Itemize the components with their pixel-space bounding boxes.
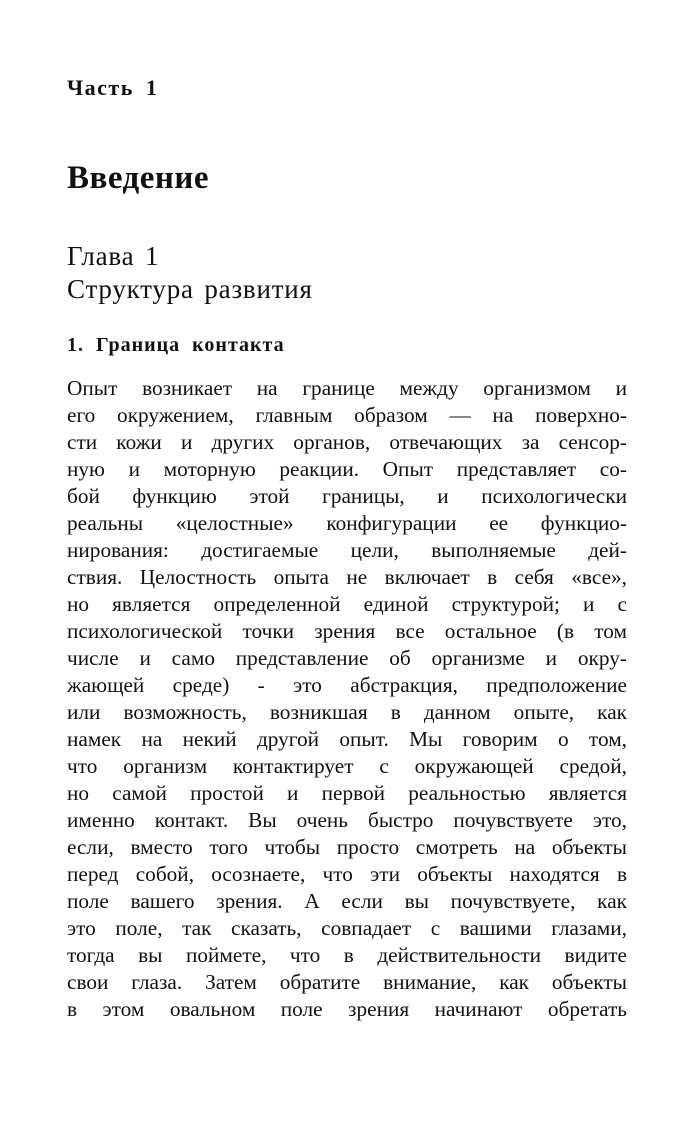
paragraph-line: жающей среде) - это абстракция, предположение <box>67 673 627 697</box>
paragraph-line: или возможность, возникшая в данном опыте, как <box>67 700 627 724</box>
paragraph-line: это поле, так сказать, совпадает с вашими глазами, <box>67 916 627 940</box>
paragraph-line: тогда вы поймете, что в действительности видите <box>67 943 627 967</box>
paragraph-line: но является определенной единой структурой; и с <box>67 592 627 616</box>
chapter-number: Глава 1 <box>67 241 160 271</box>
section-title: Введение <box>67 160 210 196</box>
chapter-heading <box>67 240 313 306</box>
paragraph-line: психологической точки зрения все остальное (в том <box>67 619 627 643</box>
paragraph-line: нирования: достигаемые цели, выполняемые дей- <box>67 538 627 562</box>
paragraph-line: именно контакт. Вы очень быстро почувствуете это, <box>67 808 627 832</box>
paragraph-line: свои глаза. Затем обратите внимание, как объекты <box>67 970 627 994</box>
chapter-title: Структура развития <box>67 274 313 304</box>
paragraph-line: но самой простой и первой реальностью является <box>67 781 627 805</box>
paragraph-line: поле вашего зрения. А если вы почувствуете, как <box>67 889 627 913</box>
paragraph-line: бой функцию этой границы, и психологически <box>67 484 627 508</box>
paragraph-line: ствия. Целостность опыта не включает в себя «все», <box>67 565 627 589</box>
paragraph-line: его окружением, главным образом — на поверхно- <box>67 403 627 427</box>
paragraph-line: числе и само представление об организме и окру- <box>67 646 627 670</box>
subsection-title: 1. Граница контакта <box>67 334 285 356</box>
paragraph-line: ную и моторную реакции. Опыт представляет со- <box>67 457 627 481</box>
paragraph-line: перед собой, осознаете, что эти объекты находятся в <box>67 862 627 886</box>
part-label: Часть 1 <box>67 75 159 100</box>
paragraph-line: в этом овальном поле зрения начинают обретать <box>67 997 627 1021</box>
paragraph-line: если, вместо того чтобы просто смотреть на объекты <box>67 835 627 859</box>
body-paragraph <box>67 375 627 1023</box>
paragraph-line: Опыт возникает на границе между организмом и <box>67 376 627 400</box>
paragraph-line: реальны «целостные» конфигурации ее функцио- <box>67 511 627 535</box>
paragraph-line: сти кожи и других органов, отвечающих за сенсор- <box>67 430 627 454</box>
paragraph-line: что организм контактирует с окружающей средой, <box>67 754 627 778</box>
paragraph-line: намек на некий другой опыт. Мы говорим о том, <box>67 727 627 751</box>
